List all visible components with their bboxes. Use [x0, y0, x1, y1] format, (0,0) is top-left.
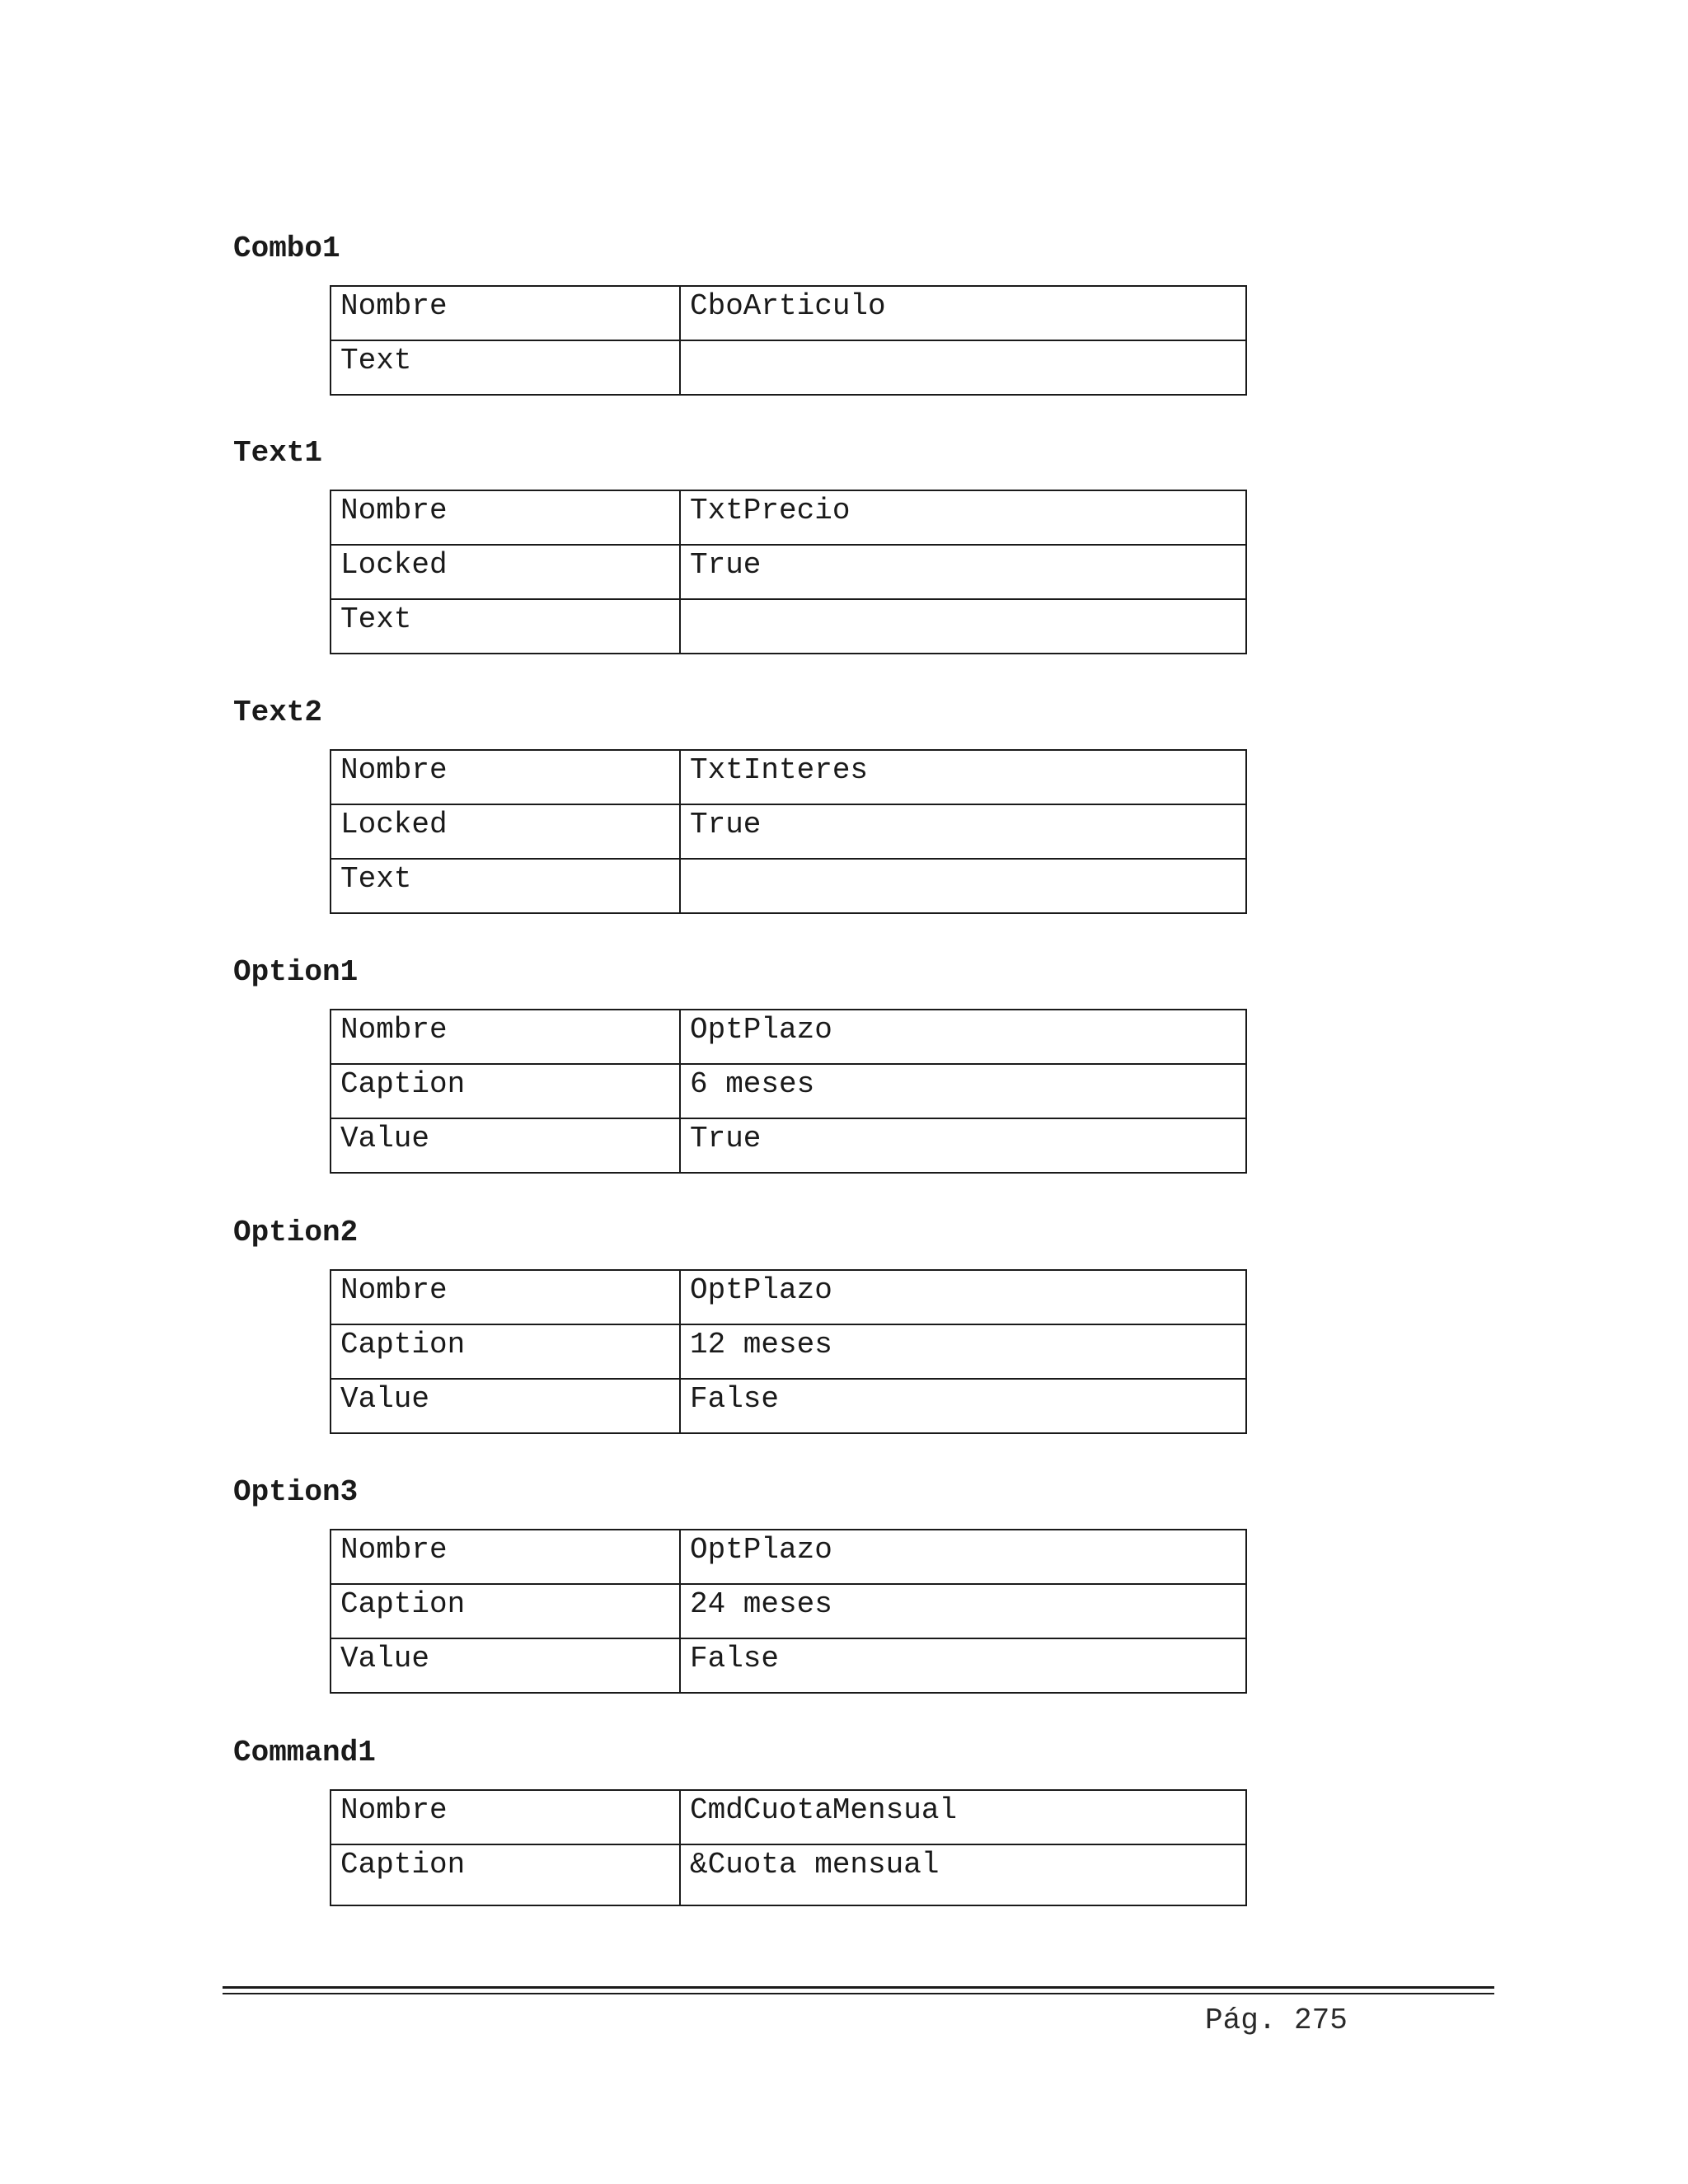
section-heading: Option3: [233, 1475, 359, 1509]
table-row: [331, 1584, 1246, 1638]
table-row: [331, 1844, 1246, 1905]
property-value: 24 meses: [680, 1584, 1246, 1638]
property-value: CboArticulo: [680, 286, 1246, 340]
section-heading: Combo1: [233, 232, 340, 265]
property-name: Nombre: [331, 1530, 680, 1584]
property-value: [680, 340, 1246, 395]
property-name: Text: [331, 859, 680, 913]
property-value: 6 meses: [680, 1064, 1246, 1118]
property-value: CmdCuotaMensual: [680, 1790, 1246, 1844]
property-name: Caption: [331, 1324, 680, 1379]
property-name: Value: [331, 1118, 680, 1173]
table-row: [331, 1064, 1246, 1118]
properties-table: [330, 1789, 1247, 1906]
property-value: True: [680, 1118, 1246, 1173]
property-name: Locked: [331, 804, 680, 859]
property-name: Nombre: [331, 286, 680, 340]
table-row: [331, 340, 1246, 395]
section-heading: Command1: [233, 1736, 376, 1769]
property-value: 12 meses: [680, 1324, 1246, 1379]
property-name: Caption: [331, 1844, 680, 1905]
table-row: [331, 859, 1246, 913]
section-heading: Text1: [233, 436, 323, 470]
property-value: True: [680, 545, 1246, 599]
table-row: [331, 1010, 1246, 1064]
property-name: Locked: [331, 545, 680, 599]
footer-rule: [223, 1986, 1494, 1989]
property-name: Nombre: [331, 750, 680, 804]
table-row: [331, 599, 1246, 654]
properties-table: [330, 285, 1247, 396]
property-value: OptPlazo: [680, 1010, 1246, 1064]
properties-table: [330, 749, 1247, 914]
property-value: OptPlazo: [680, 1270, 1246, 1324]
property-value: False: [680, 1379, 1246, 1433]
table-row: [331, 490, 1246, 545]
table-row: [331, 750, 1246, 804]
properties-table: [330, 490, 1247, 654]
table-row: [331, 545, 1246, 599]
property-name: Nombre: [331, 1790, 680, 1844]
property-name: Text: [331, 340, 680, 395]
table-row: [331, 1638, 1246, 1693]
properties-table: [330, 1269, 1247, 1434]
page-number: Pág. 275: [1205, 2004, 1348, 2037]
table-row: [331, 804, 1246, 859]
table-row: [331, 1790, 1246, 1844]
section-heading: Text2: [233, 696, 323, 729]
property-value: &Cuota mensual: [680, 1844, 1246, 1905]
property-name: Text: [331, 599, 680, 654]
table-row: [331, 1324, 1246, 1379]
property-name: Value: [331, 1379, 680, 1433]
section-heading: Option1: [233, 955, 359, 989]
properties-table: [330, 1009, 1247, 1174]
property-value: True: [680, 804, 1246, 859]
property-name: Caption: [331, 1064, 680, 1118]
table-row: [331, 286, 1246, 340]
property-value: TxtInteres: [680, 750, 1246, 804]
property-value: TxtPrecio: [680, 490, 1246, 545]
property-name: Nombre: [331, 1010, 680, 1064]
table-row: [331, 1530, 1246, 1584]
property-value: [680, 599, 1246, 654]
footer-rule: [223, 1993, 1494, 1994]
section-heading: Option2: [233, 1216, 359, 1249]
table-row: [331, 1379, 1246, 1433]
property-name: Nombre: [331, 1270, 680, 1324]
properties-table: [330, 1529, 1247, 1694]
property-value: False: [680, 1638, 1246, 1693]
property-value: [680, 859, 1246, 913]
property-name: Value: [331, 1638, 680, 1693]
table-row: [331, 1270, 1246, 1324]
property-name: Caption: [331, 1584, 680, 1638]
property-name: Nombre: [331, 490, 680, 545]
table-row: [331, 1118, 1246, 1173]
property-value: OptPlazo: [680, 1530, 1246, 1584]
